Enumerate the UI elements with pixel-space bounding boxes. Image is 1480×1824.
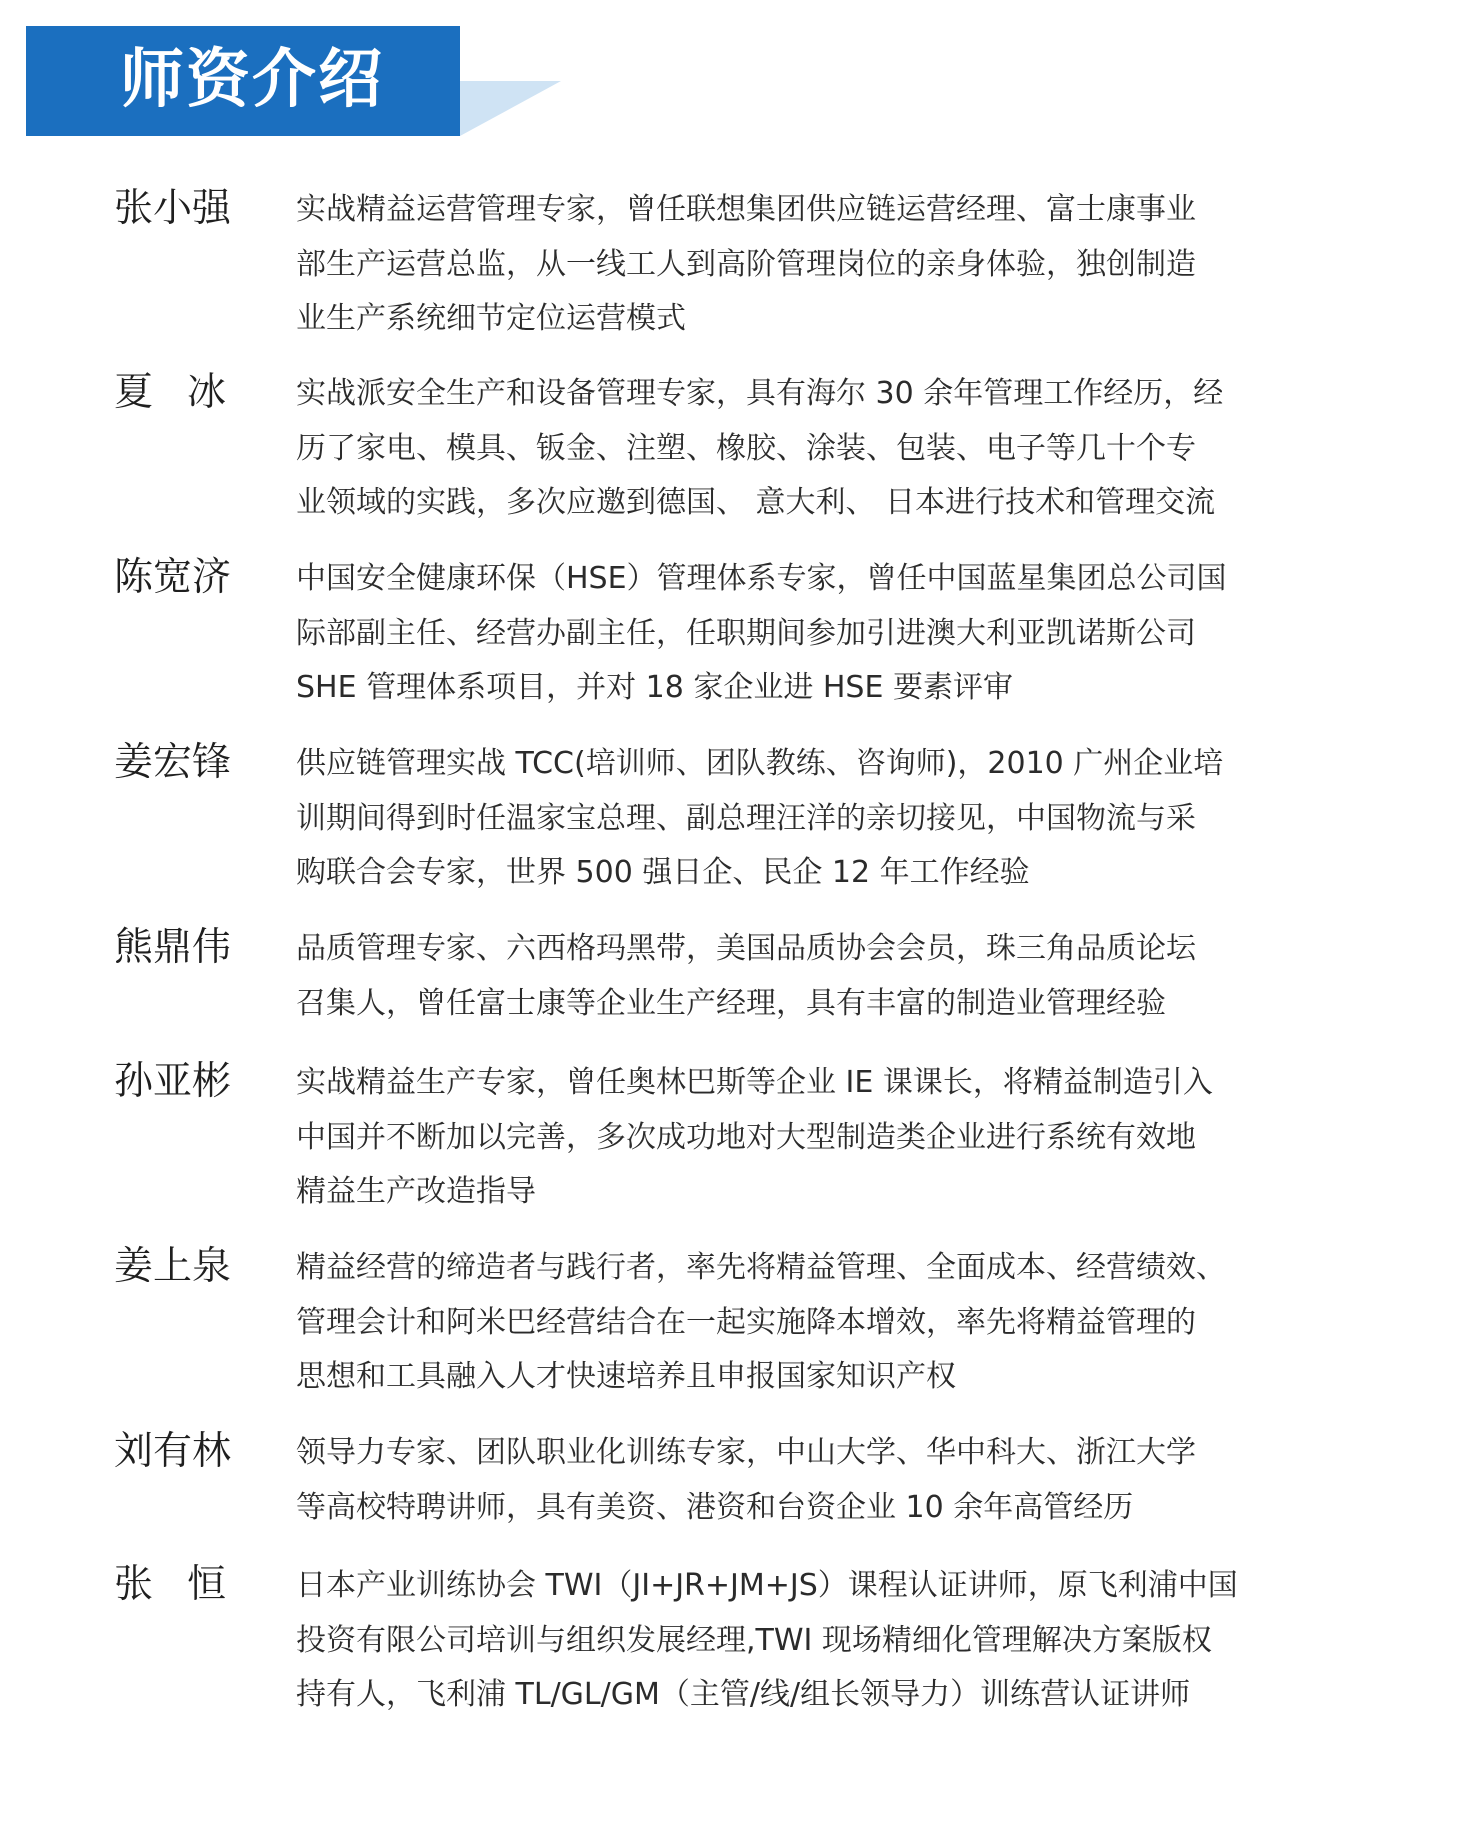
description-line: 思想和工具融入人才快速培养且申报国家知识产权	[296, 1359, 956, 1394]
description-line: 实战精益运营管理专家，曾任联想集团供应链运营经理、富士康事业	[296, 192, 1196, 227]
teacher-name	[114, 365, 244, 420]
description-line: 精益生产改造指导	[296, 1174, 536, 1209]
teacher-name: 陈宽济	[114, 555, 232, 600]
teacher-name: 姜宏锋	[114, 740, 232, 785]
section-header	[26, 26, 566, 136]
description-line: 中国并不断加以完善，多次成功地对大型制造类企业进行系统有效地	[296, 1119, 1196, 1155]
teacher-description	[296, 922, 1296, 1031]
teacher-description	[296, 1241, 1296, 1405]
teacher-name: 张小强	[114, 186, 232, 231]
description-line: 实战精益生产专家，曾任奥林巴斯等企业 IE 课课长，将精益制造引入	[296, 1065, 1213, 1100]
description-line: SHE 管理体系项目，并对 18 家企业进 HSE 要素评审	[296, 670, 1013, 705]
teacher-description	[296, 552, 1296, 716]
description-line: 品质管理专家、六西格玛黑带，美国品质协会会员，珠三角品质论坛	[296, 931, 1196, 966]
description-line: 中国安全健康环保（HSE）管理体系专家，曾任中国蓝星集团总公司国	[296, 561, 1227, 596]
description-line: 持有人，飞利浦 TL/GL/GM（主管/线/组长领导力）训练营认证讲师	[296, 1677, 1191, 1712]
description-line: 投资有限公司培训与组织发展经理,TWI 现场精细化管理解决方案版权	[296, 1622, 1212, 1658]
page-title: 师资介绍	[120, 43, 384, 117]
description-line: 训期间得到时任温家宝总理、副总理汪洋的亲切接见，中国物流与采	[296, 800, 1196, 836]
description-line: 历了家电、模具、钣金、注塑、橡胶、涂装、包装、电子等几十个专	[296, 430, 1196, 466]
teacher-name: 熊鼎伟	[114, 925, 232, 970]
description-line: 领导力专家、团队职业化训练专家，中山大学、华中科大、浙江大学	[296, 1435, 1196, 1470]
teacher-description	[296, 1559, 1296, 1723]
teacher-name: 姜上泉	[114, 1244, 232, 1289]
description-line: 购联合会专家，世界 500 强日企、民企 12 年工作经验	[296, 855, 1030, 890]
teacher-name-spread	[114, 1557, 226, 1612]
description-line: 业生产系统细节定位运营模式	[296, 301, 686, 336]
teacher-description	[296, 183, 1296, 347]
description-line: 实战派安全生产和设备管理专家，具有海尔 30 余年管理工作经历，经	[296, 376, 1224, 411]
teacher-name: 刘有林	[114, 1429, 232, 1474]
description-line: 管理会计和阿米巴经营结合在一起实施降本增效，率先将精益管理的	[296, 1304, 1196, 1340]
teacher-name-char: 张	[114, 1562, 154, 1607]
description-line: 部生产运营总监，从一线工人到高阶管理岗位的亲身体验，独创制造	[296, 246, 1196, 282]
description-line: 供应链管理实战 TCC(培训师、团队教练、咨询师)，2010 广州企业培	[296, 746, 1224, 781]
teacher-name	[114, 1557, 244, 1612]
teacher-description	[296, 737, 1296, 901]
teacher-name-char: 恒	[186, 1562, 226, 1607]
teacher-description	[296, 367, 1296, 531]
description-line: 精益经营的缔造者与践行者，率先将精益管理、全面成本、经营绩效、	[296, 1250, 1226, 1285]
description-line: 召集人，曾任富士康等企业生产经理，具有丰富的制造业管理经验	[296, 985, 1166, 1021]
teacher-name-spread	[114, 365, 226, 420]
description-line: 日本产业训练协会 TWI（JI+JR+JM+JS）课程认证讲师，原飞利浦中国	[296, 1568, 1238, 1603]
teacher-name: 孙亚彬	[114, 1059, 232, 1104]
description-line: 业领域的实践，多次应邀到德国、 意大利、 日本进行技术和管理交流	[296, 485, 1216, 520]
teacher-name-char: 冰	[186, 370, 226, 415]
teacher-description	[296, 1426, 1296, 1535]
header-accent-triangle	[460, 81, 561, 136]
teacher-name-char: 夏	[114, 370, 154, 415]
description-line: 际部副主任、经营办副主任，任职期间参加引进澳大利亚凯诺斯公司	[296, 615, 1196, 651]
description-line: 等高校特聘讲师，具有美资、港资和台资企业 10 余年高管经历	[296, 1489, 1134, 1525]
teacher-description	[296, 1056, 1296, 1220]
